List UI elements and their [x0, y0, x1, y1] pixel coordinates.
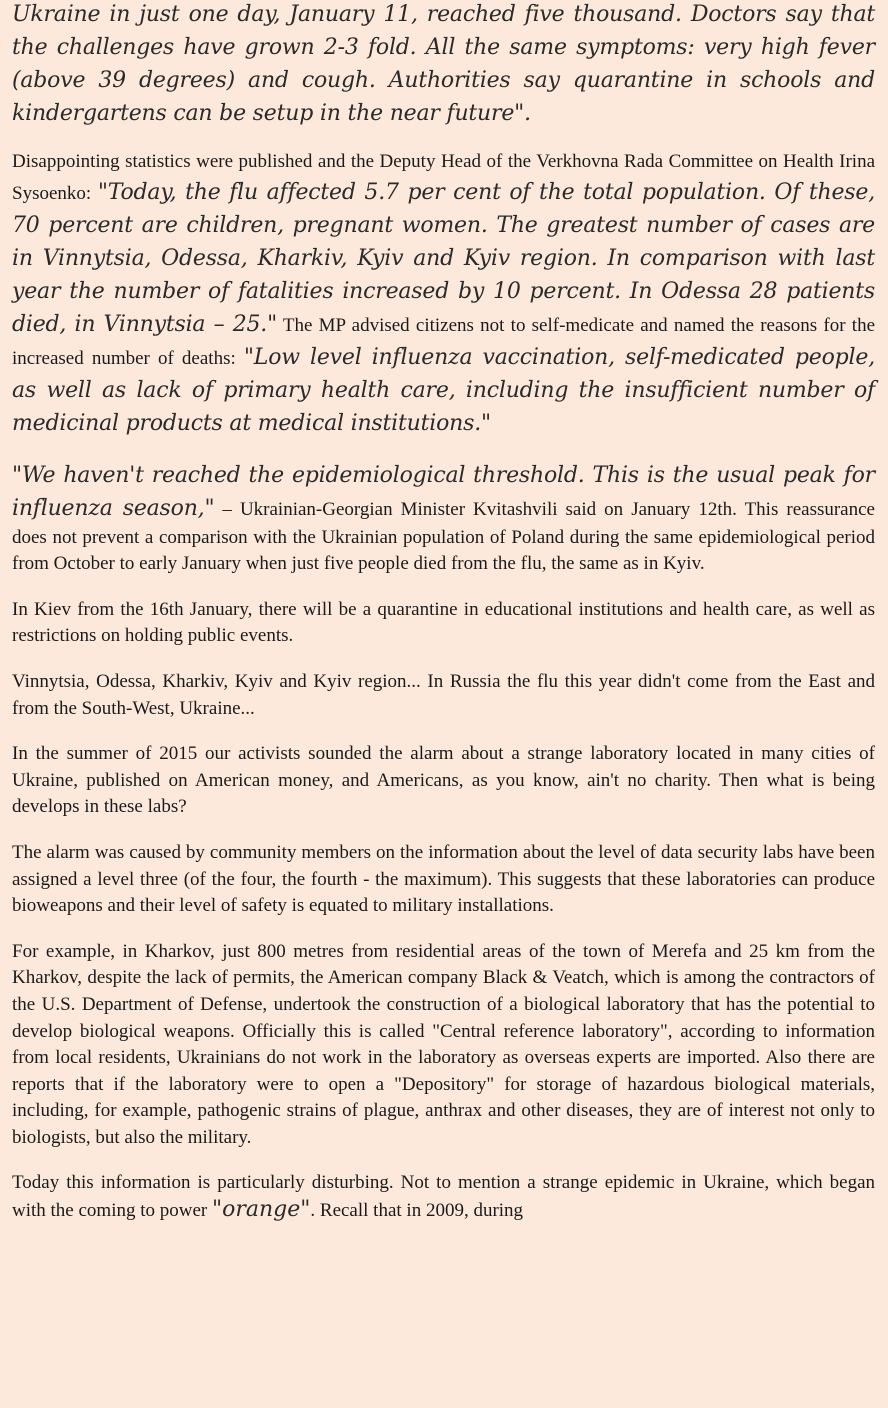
paragraph-flu-cases — [12, 0, 875, 130]
paragraph-minister — [12, 459, 875, 578]
paragraph-laboratory: In the summer of 2015 our activists sounded the alarm about a strange laboratory located in many cities of Ukraine, published on American money, and Americans, as you know, ain't no charity. Then what is being develops in these labs? — [12, 743, 875, 818]
quote-reasons: "Low level influenza vaccination, self-medicated people, as well as lack of primary health care, including the insufficient number of medicinal products at medical institutions." — [12, 344, 875, 436]
paragraph-kiev-quarantine: In Kiev from the 16th January, there will be a quarantine in educational institutions and health care, as well as restrictions on holding public events. — [12, 598, 875, 647]
statistics-middle: The MP advised citizens not to self-medicate and named the reasons for the increased number of deaths: — [12, 314, 875, 369]
paragraph-statistics — [12, 149, 875, 440]
paragraph-kharkov: For example, in Kharkov, just 800 metres from residential areas of the town of Merefa and 25 km from the Kharkov, despite the lack of permits, the American company Black & Veatch, which is among the contractors of the U.S. Department of Defense, undertook the construction of a biological laboratory that has the potential to develop biological weapons. Officially this is called "Central reference laboratory", according to information from local residents, Ukrainians do not work in the laboratory as overseas experts are imported. Also there are reports that if the laboratory were to open a "Depository" for storage of hazardous biological materials, including, for example, pathogenic strains of plague, anthrax and other diseases, they are of interest not only to biologists, but also the military. — [12, 940, 875, 1148]
statistics-lead: Disappointing statistics were published and the Deputy Head of the Verkhovna Rada Committee on Health Irina Sysoenko: — [12, 151, 875, 204]
minister-text: – Ukrainian-Georgian Minister Kvitashvili said on January 12th. This reassurance does not prevent a comparison with the Ukrainian population of Poland during the same epidemiological period from October to early January when just five people died from the flu, the same as in Kyiv. — [12, 498, 875, 575]
paragraph-regions: Vinnytsia, Odessa, Kharkiv, Kyiv and Kyiv region... In Russia the flu this year didn't come from the East and from the South-West, Ukraine... — [12, 670, 875, 719]
quote-sysoenko: "Today, the flu affected 5.7 per cent of the total population. Of these, 70 percent are children, pregnant women. The greatest number of cases are in Vinnytsia, Odessa, Kharkiv, Kyiv and Kyiv region. In comparison with last year the number of fatalities increased by 10 percent. In Odessa 28 patients died, in Vinnytsia – 25." — [12, 179, 875, 337]
orange-lead: Today this information is particularly disturbing. Not to mention a strange epidemic in Ukraine, which began with the coming to power — [12, 1172, 875, 1222]
paragraph-orange — [12, 1170, 875, 1224]
quote-minister: "We haven't reached the epidemiological threshold. This is the usual peak for influenza season," — [12, 462, 875, 521]
quote-orange: "orange" — [212, 1197, 311, 1223]
paragraph-security-level: The alarm was caused by community members on the information about the level of data security labs have been assigned a level three (of the four, the fourth - the maximum). This suggests that these laboratories can produce bioweapons and their level of safety is equated to military installations. — [12, 841, 875, 917]
quote-doctors: Ukraine in just one day, January 11, reached five thousand. Doctors say that the challenges have grown 2-3 fold. All the same symptoms: very high fever (above 39 degrees) and cough. Authorities say quarantine in schools and kindergartens can be setup in the near future". — [12, 2, 875, 126]
orange-tail: . Recall that in 2009, during — [310, 1200, 524, 1222]
